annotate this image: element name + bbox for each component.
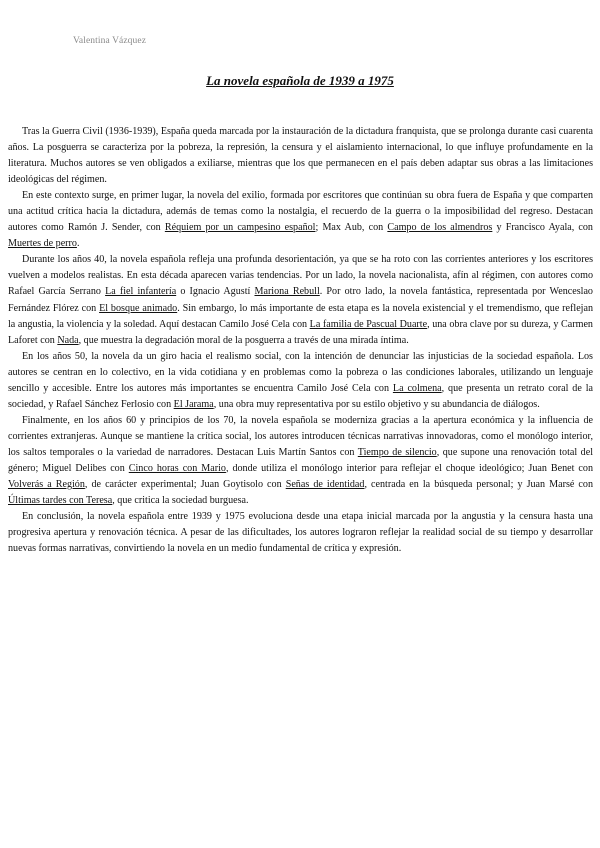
paragraph-text: , que presenta un retrato coral de la sociedad, y Rafael Sánchez Ferlosio con (8, 382, 594, 410)
paragraph (8, 124, 593, 188)
book-title: El bosque animado (99, 302, 178, 314)
book-title: Señas de identidad (285, 479, 365, 491)
book-title: El Jarama (173, 398, 214, 410)
document-title: La novela española de 1939 a 1975 (206, 73, 394, 88)
document-body (8, 124, 593, 557)
book-title: Cinco horas con Mario (128, 462, 226, 474)
paragraph (8, 188, 593, 252)
book-title: La colmena (392, 382, 442, 394)
paragraph (8, 413, 593, 509)
author-name: Valentina Vázquez (73, 36, 147, 46)
paragraph-text: y Francisco Ayala, con (492, 222, 593, 234)
paragraph-text: . Sin embargo, lo más importante de esta etapa es la novela existencial y el tremendismo, que reflejan la angustia, la violencia y la soledad. Aquí destacan Camilo José Cela con (8, 302, 594, 330)
paragraph-text: , que muestra la degradación moral de la posguerra a través de una mirada íntima. (78, 334, 409, 346)
book-title: La fiel infantería (105, 286, 177, 298)
paragraph-text: Tras la Guerra Civil (1936-1939), España queda marcada por la instauración de la dictadura franquista, que se prolonga durante casi cuarenta años. La posguerra se caracteriza por la pobreza, la represión, la censura y el aislamiento internacional, lo que influye profundamente en la literatura. Muchos autores se ven obligados a exiliarse, mientras que los que permanecen en el país deben adaptar sus obras a las limitaciones ideológicas del régimen. (8, 126, 593, 186)
paragraph-text: , de carácter experimental; Juan Goytisolo con (84, 479, 286, 491)
paragraph (8, 509, 593, 557)
paragraph-text: En este contexto surge, en primer lugar, la novela del exilio, formada por escritores que continúan su obra fuera de España y que comparten una actitud crítica hacia la dictadura, además de temas como la nostalgia, el recuerdo de la guerra o la imposibilidad del regreso. Destacan autores como Ramón J. Sender, con (8, 190, 593, 234)
book-title: Muertes de perro (8, 238, 77, 250)
book-title: Últimas tardes con Teresa (8, 495, 113, 507)
paragraph-text: , una obra clave por su dureza, y Carmen Laforet con (8, 318, 593, 346)
book-title: Campo de los almendros (387, 222, 493, 234)
paragraph-text: Durante los años 40, la novela española refleja una profunda desorientación, ya que se ha roto con las corrientes anteriores y los escritores vuelven a modelos realistas. En esta década aparecen varias tendencias. Por un lado, la novela nacionalista, afín al régimen, con autores como Rafael García Serrano (8, 254, 593, 298)
paragraph-text: Finalmente, en los años 60 y principios de los 70, la novela española se moderniza gracias a la apertura económica y la influencia de corrientes extranjeras. Aunque se mantiene la crítica social, los autores introducen técnicas narrativas innovadoras, como el monólogo interior, los saltos temporales o la variedad de narradores. Destacan Luis Martín Santos con (8, 414, 593, 458)
book-title: Tiempo de silencio (357, 446, 437, 458)
paragraph-text: , que supone una renovación total del género; Miguel Delibes con (8, 446, 593, 474)
book-title: Volverás a Región (8, 479, 85, 491)
paragraph-text: , una obra muy representativa por su estilo objetivo y su abundancia de diálogos. (213, 398, 540, 410)
paragraph-text: En los años 50, la novela da un giro hacia el realismo social, con la intención de denunciar las injusticias de la sociedad española. Los autores se centran en lo colectivo, en la vida cotidiana y en problemas como la pobreza o las condiciones laborales, utilizando un lenguaje sencillo y accesible. Entre los autores más importantes se encuentra Camilo José Cela con (8, 350, 593, 394)
paragraph-text: o Ignacio Agustí (176, 286, 255, 298)
paragraph-text: , que critica la sociedad burguesa. (112, 495, 249, 507)
book-title: La familia de Pascual Duarte (309, 318, 428, 330)
paragraph-text: , centrada en la búsqueda personal; y Juan Marsé con (364, 479, 594, 491)
book-title: Mariona Rebull (254, 286, 320, 298)
paragraph-text: . (76, 238, 80, 250)
paragraph-text: . Por otro lado, la novela fantástica, representada por Wenceslao Fernández Flórez con (8, 286, 593, 314)
book-title: Nada (57, 334, 79, 346)
paragraph-text: ; Max Aub, con (315, 222, 388, 234)
paragraph-text: , donde utiliza el monólogo interior para reflejar el choque ideológico; Juan Benet con (225, 462, 593, 474)
paragraph (8, 252, 593, 348)
paragraph (8, 349, 593, 413)
paragraph-text: En conclusión, la novela española entre 1939 y 1975 evoluciona desde una etapa inicial marcada por la angustia y la censura hasta una progresiva apertura y renovación técnica. A pesar de las dificultades, los autores lograron reflejar la realidad social de su tiempo y desarrollar nuevas formas narrativas, convirtiendo la novela en un medio fundamental de crítica y expresión. (8, 511, 593, 555)
book-title: Réquiem por un campesino español (164, 222, 316, 234)
